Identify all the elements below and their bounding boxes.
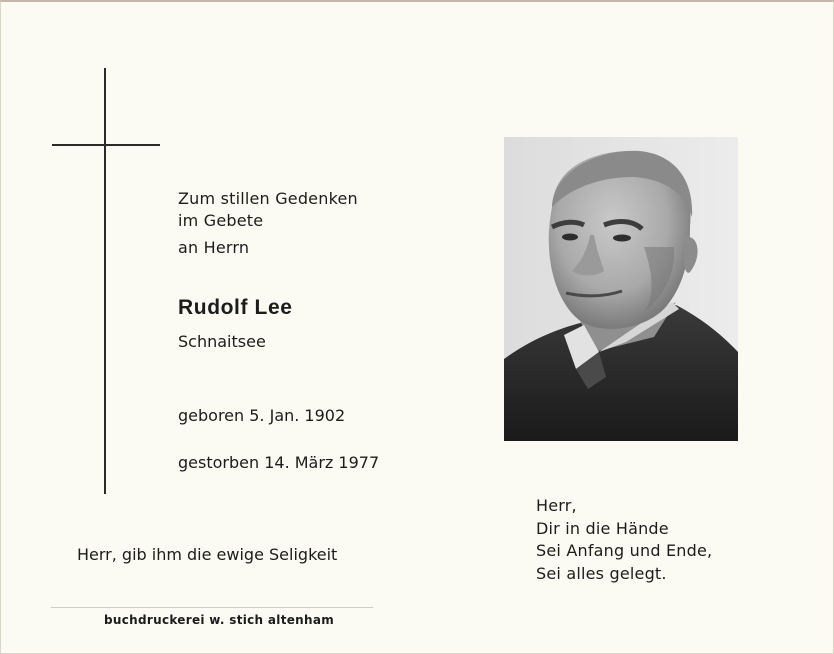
intro-line-1: Zum stillen Gedenken xyxy=(178,189,358,208)
deceased-name: Rudolf Lee xyxy=(178,296,293,319)
deceased-place: Schnaitsee xyxy=(178,332,266,351)
divider-line xyxy=(51,607,373,608)
verse-line-1: Herr, xyxy=(536,496,577,515)
verse-line-3: Sei Anfang und Ende, xyxy=(536,541,713,560)
intro-line-2: im Gebete xyxy=(178,211,264,230)
verse-text xyxy=(536,495,712,585)
intro-line-3: an Herrn xyxy=(178,238,250,257)
portrait-illustration xyxy=(504,137,738,441)
death-date: gestorben 14. März 1977 xyxy=(178,453,380,472)
birth-date: geboren 5. Jan. 1902 xyxy=(178,406,346,425)
intro-text xyxy=(178,188,358,259)
blessing-text: Herr, gib ihm die ewige Seligkeit xyxy=(77,545,338,564)
verse-line-4: Sei alles gelegt. xyxy=(536,563,667,583)
portrait-photo xyxy=(504,137,738,441)
cross-vertical-bar xyxy=(104,68,106,494)
printer-credit: buchdruckerei w. stich altenham xyxy=(104,613,335,627)
cross-horizontal-bar xyxy=(52,144,160,146)
verse-line-2: Dir in die Hände xyxy=(536,518,669,538)
